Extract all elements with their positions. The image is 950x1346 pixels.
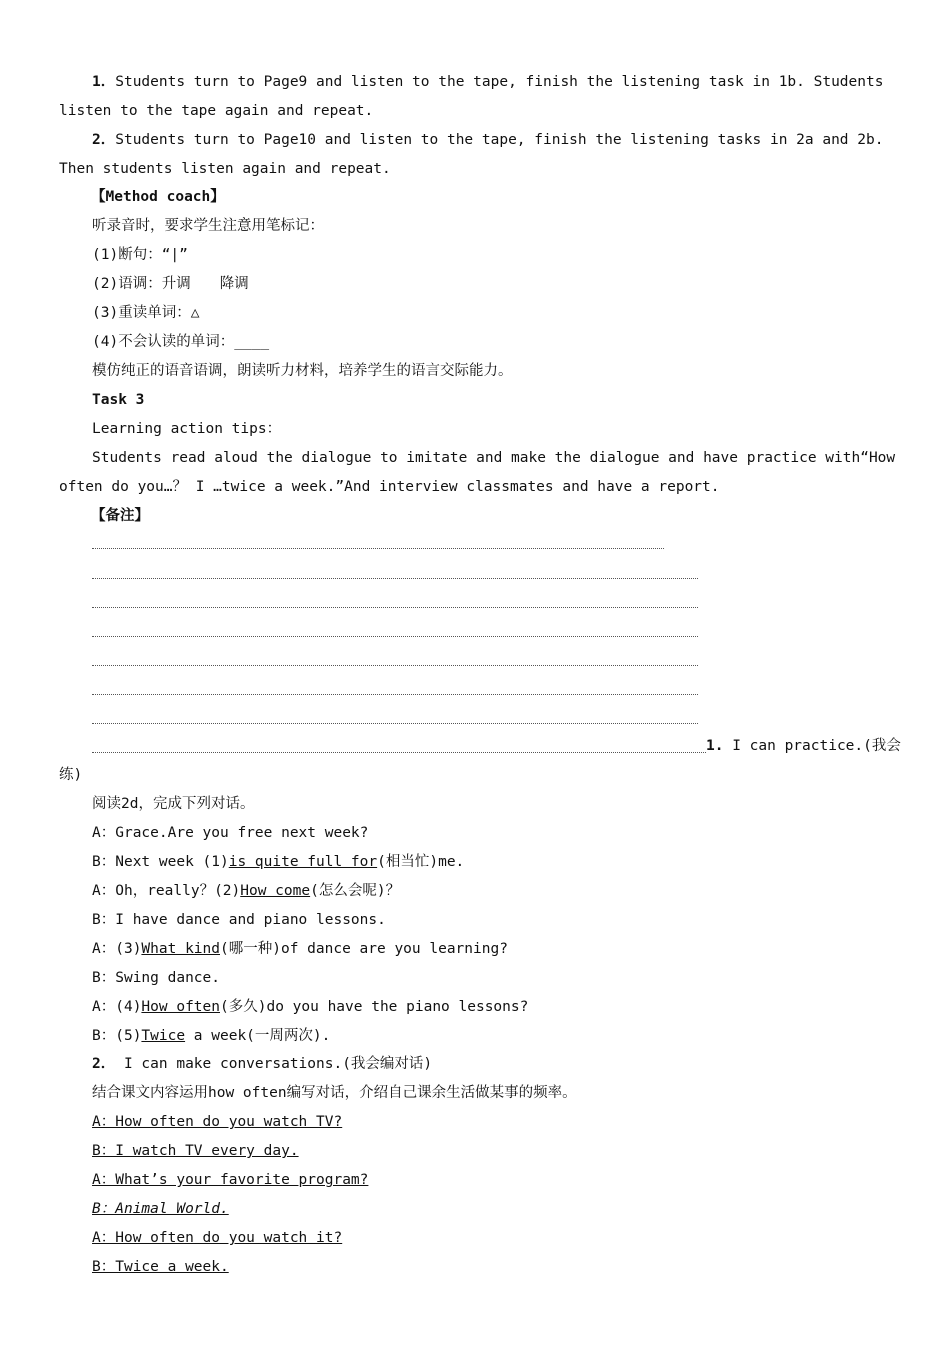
conversation-line[interactable]: B：Twice a week. <box>92 1259 229 1275</box>
conversation-title <box>92 1054 432 1074</box>
notes-line[interactable] <box>92 665 698 666</box>
notes-heading: 【备注】 <box>91 508 149 524</box>
dialogue-line <box>92 939 508 959</box>
item-text: Students turn to Page9 and listen to the tape, finish the listening task in 1b. Students <box>115 74 884 90</box>
dialogue-text: A：Grace.Are you free next week? <box>92 825 369 841</box>
answer-blank[interactable]: is quite full for <box>228 854 378 870</box>
dialogue-text: B：Next week (1) <box>92 854 229 870</box>
dialogue-text: B：I have dance and piano lessons. <box>92 912 386 928</box>
notes-line[interactable] <box>92 607 698 608</box>
dialogue-text: B：(5) <box>92 1028 142 1044</box>
item-text: Students turn to Page10 and listen to the tape, finish the listening tasks in 2a and 2b. <box>115 132 884 148</box>
conversation-line[interactable]: A：What’s your favorite program? <box>92 1172 369 1188</box>
practice-instruction: 阅读2d，完成下列对话。 <box>92 796 255 812</box>
item-number: 1． <box>92 74 116 90</box>
method-item-unknown-words: (4)不会认读的单词：____ <box>92 334 270 350</box>
conversation-instruction: 结合课文内容运用how often编写对话，介绍自己课余生活做某事的频率。 <box>92 1085 577 1101</box>
dialogue-text: (哪一种)of dance are you learning? <box>220 941 508 957</box>
conversation-line[interactable]: B：I watch TV every day. <box>92 1143 299 1159</box>
task2-item2-line1 <box>92 130 883 150</box>
task2-item2-line2: Then students listen again and repeat. <box>59 161 391 177</box>
task3-heading: Task 3 <box>92 392 145 408</box>
dialogue-line <box>92 910 386 930</box>
dialogue-text: (怎么会呢)？ <box>310 883 401 899</box>
dialogue-line <box>92 852 464 872</box>
answer-blank[interactable]: How come <box>240 883 311 899</box>
conversation-line[interactable]: A：How often do you watch TV? <box>92 1114 343 1130</box>
task2-item1-line2: listen to the tape again and repeat. <box>59 103 374 119</box>
conversation-line[interactable]: A：How often do you watch it? <box>92 1230 343 1246</box>
answer-blank[interactable]: How often <box>141 999 220 1015</box>
dialogue-text: A：(4) <box>92 999 142 1015</box>
dialogue-text: A：Oh，really？(2) <box>92 883 241 899</box>
conversation-line[interactable]: B：Animal World. <box>92 1201 229 1217</box>
dialogue-text: (多久)do you have the piano lessons? <box>220 999 529 1015</box>
answer-blank[interactable]: What kind <box>141 941 220 957</box>
task2-item1-line1 <box>92 72 883 92</box>
task3-line2: often do you…？ I …twice a week.”And interview classmates and have a report. <box>59 479 720 495</box>
practice-title-cont: 练) <box>59 767 83 783</box>
notes-line[interactable] <box>92 636 698 637</box>
practice-title <box>706 736 901 756</box>
method-closing: 模仿纯正的语音语调，朗读听力材料，培养学生的语言交际能力。 <box>92 363 513 379</box>
dialogue-text: A：(3) <box>92 941 142 957</box>
answer-blank[interactable]: Twice <box>141 1028 186 1044</box>
method-item-pause: (1)断句：“|” <box>92 247 188 263</box>
method-item-stress: (3)重读单词：△ <box>92 305 200 321</box>
notes-line[interactable] <box>92 694 698 695</box>
task3-tips-label: Learning action tips： <box>92 421 282 437</box>
dialogue-line <box>92 1026 330 1046</box>
method-item-intonation: (2)语调：升调 降调 <box>92 276 249 292</box>
notes-line[interactable] <box>92 723 698 724</box>
item-number: 2． <box>92 132 116 148</box>
notes-line[interactable] <box>92 548 664 549</box>
task3-line1: Students read aloud the dialogue to imitate and make the dialogue and have practice with“How <box>92 450 896 466</box>
method-coach-heading: 【Method coach】 <box>91 189 225 205</box>
dialogue-line <box>92 968 220 988</box>
dialogue-line <box>92 997 528 1017</box>
dialogue-text: a week(一周两次). <box>185 1028 331 1044</box>
practice-number: 1. <box>706 738 724 754</box>
dialogue-text: B：Swing dance. <box>92 970 220 986</box>
conversation-number: 2． <box>92 1056 116 1072</box>
method-intro: 听录音时，要求学生注意用笔标记： <box>92 218 324 234</box>
dialogue-line <box>92 823 368 843</box>
dialogue-line <box>92 881 400 901</box>
dialogue-text: (相当忙)me. <box>377 854 465 870</box>
notes-line[interactable] <box>92 578 698 579</box>
conversation-title-text: I can make conversations.(我会编对话) <box>115 1056 433 1072</box>
practice-title-text: I can practice.(我会 <box>723 738 901 754</box>
notes-line[interactable] <box>92 752 706 753</box>
